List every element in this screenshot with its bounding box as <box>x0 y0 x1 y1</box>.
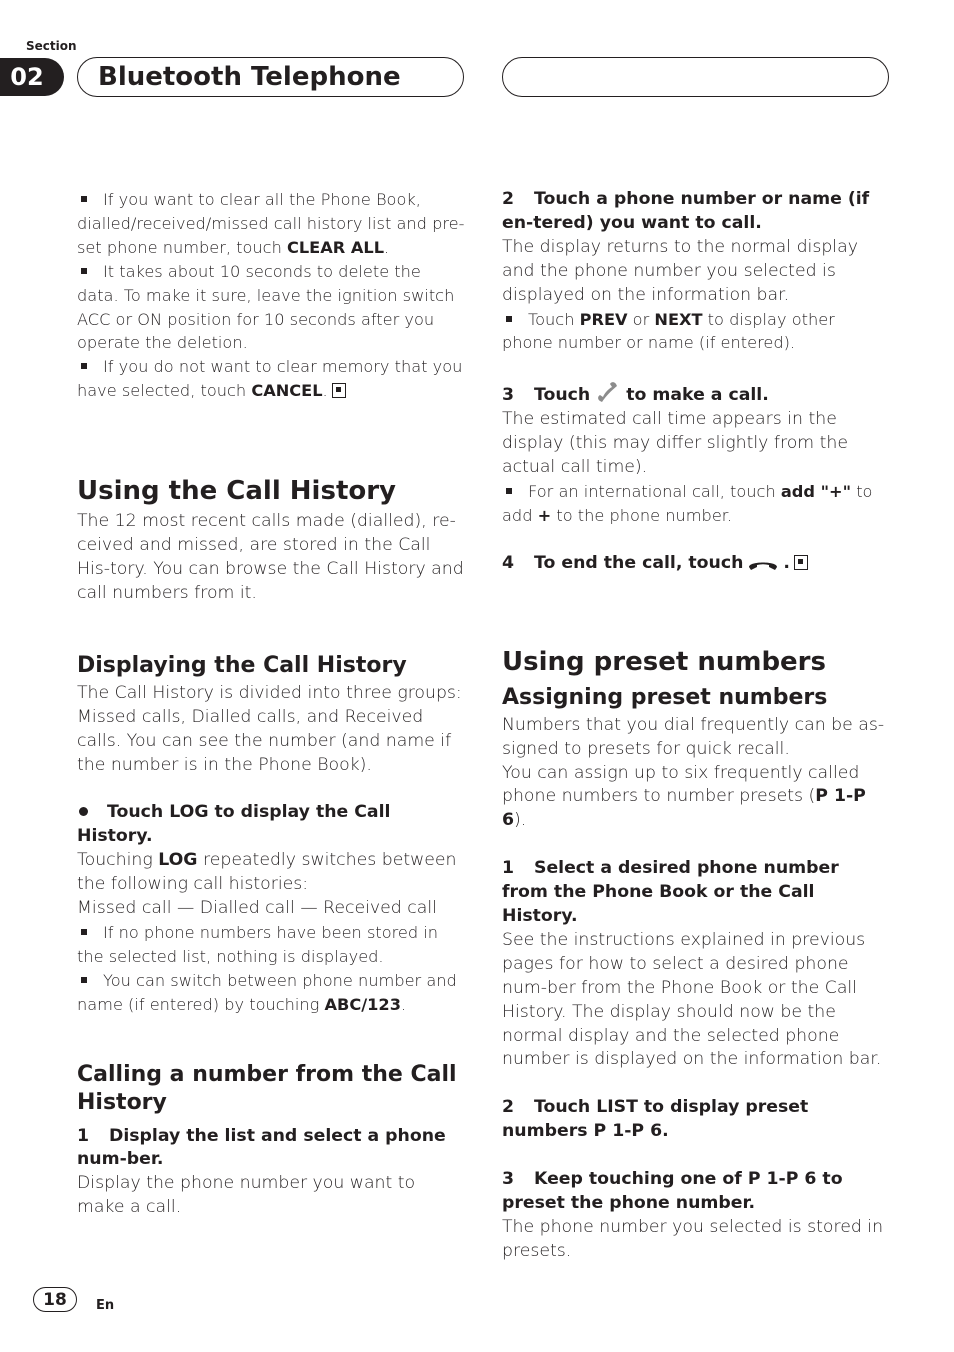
note-prev-next: Touch PREV or NEXT to display other phone number or name (if entered). <box>502 309 835 353</box>
step-touch-log: Touch LOG to display the Call History. <box>77 802 391 847</box>
section-label: Section <box>26 39 77 53</box>
right-column <box>502 188 890 1264</box>
touching-log-body: Touching LOG repeatedly switches between the following call histories: <box>77 850 457 895</box>
section-title <box>77 57 464 97</box>
end-mark-icon <box>332 383 346 398</box>
bullet-dot-icon <box>79 807 88 816</box>
bullet-square-icon <box>506 316 512 322</box>
left-column <box>77 188 465 1220</box>
note-abc123: You can switch between phone number and name (if entered) by touching ABC/123. <box>77 970 457 1014</box>
language-label: En <box>96 1298 115 1313</box>
calling-step-3-body: The estimated call time appears in the display (this may differ slightly from the actual call time). <box>502 409 848 478</box>
note-international: For an international call, touch add "+" to add + to the phone number. <box>502 481 873 525</box>
page-number: 18 <box>33 1287 77 1312</box>
bullet-square-icon <box>81 363 87 369</box>
call-history-intro: The 12 most recent calls made (dialled), re-ceived and missed, are stored in the Call His-tory. You can browse the Call History and call numbers from it. <box>77 511 464 603</box>
phone-hangup-icon <box>747 555 779 573</box>
section-title-text: Bluetooth Telephone <box>98 62 401 92</box>
assign-body-2: You can assign up to six frequently called phone numbers to number presets (P 1-P 6). <box>502 762 866 831</box>
calling-step-4: 4 To end the call, touch . <box>502 552 890 576</box>
history-sequence: Missed call — Dialled call — Received call <box>77 898 437 919</box>
bullet-square-icon <box>81 977 87 983</box>
preset-step-2: 2 Touch LIST to display preset numbers P 1-P 6. <box>502 1097 809 1142</box>
bullet-square-icon <box>81 268 87 274</box>
heading-assigning-preset-numbers: Assigning preset numbers <box>502 684 828 710</box>
calling-step-1: 1 Display the list and select a phone num-ber. <box>77 1125 446 1170</box>
phone-call-icon <box>594 379 622 405</box>
bullet-square-icon <box>506 488 512 494</box>
end-mark-icon <box>794 555 808 570</box>
heading-displaying-call-history: Displaying the Call History <box>77 652 407 678</box>
bullet-square-icon <box>81 929 87 935</box>
preset-step-3-body: The phone number you selected is stored in presets. <box>502 1217 884 1261</box>
note-clear-all: If you want to clear all the Phone Book, dialled/received/missed call history list and pre-set phone number, touch CLEAR ALL. <box>77 190 465 257</box>
calling-step-2: 2 Touch a phone number or name (if en-tered) you want to call. <box>502 189 870 233</box>
calling-step-1-body: Display the phone number you want to make a call. <box>77 1173 416 1218</box>
note-cancel: If you do not want to clear memory that you have selected, touch CANCEL. <box>77 357 463 401</box>
heading-calling-from-history: Calling a number from the Call History <box>77 1061 457 1115</box>
bullet-square-icon <box>81 196 87 202</box>
preset-step-3: 3 Keep touching one of P 1-P 6 to preset the phone number. <box>502 1169 843 1214</box>
heading-using-preset-numbers: Using preset numbers <box>502 646 826 677</box>
calling-step-2-body: The display returns to the normal display and the phone number you selected is displayed on the information bar. <box>502 236 858 305</box>
preset-step-1: 1 Select a desired phone number from the Phone Book or the Call History. <box>502 858 839 927</box>
section-number-badge: 02 <box>0 58 64 96</box>
assign-body-1: Numbers that you dial frequently can be as-signed to presets for quick recall. <box>502 714 885 759</box>
calling-step-3: 3 Touch to make a call. <box>502 379 890 408</box>
note-delete-time: It takes about 10 seconds to delete the data. To make it sure, leave the ignition switch ACC or ON position for 10 seconds after you operate the deletion. <box>77 261 455 353</box>
note-no-numbers: If no phone numbers have been stored in the selected list, nothing is displayed. <box>77 922 439 966</box>
subtitle-box <box>502 57 889 97</box>
heading-using-call-history: Using the Call History <box>77 476 397 507</box>
displaying-body: The Call History is divided into three groups: Missed calls, Dialled calls, and Received calls. You can see the number (and name if the number is in the Phone Book). <box>77 682 462 775</box>
preset-step-1-body: See the instructions explained in previous pages for how to select a desired phone num-ber from the Phone Book or the Call History. The display should now be the normal display and the selected phone number is displayed on the information bar. <box>502 929 882 1070</box>
